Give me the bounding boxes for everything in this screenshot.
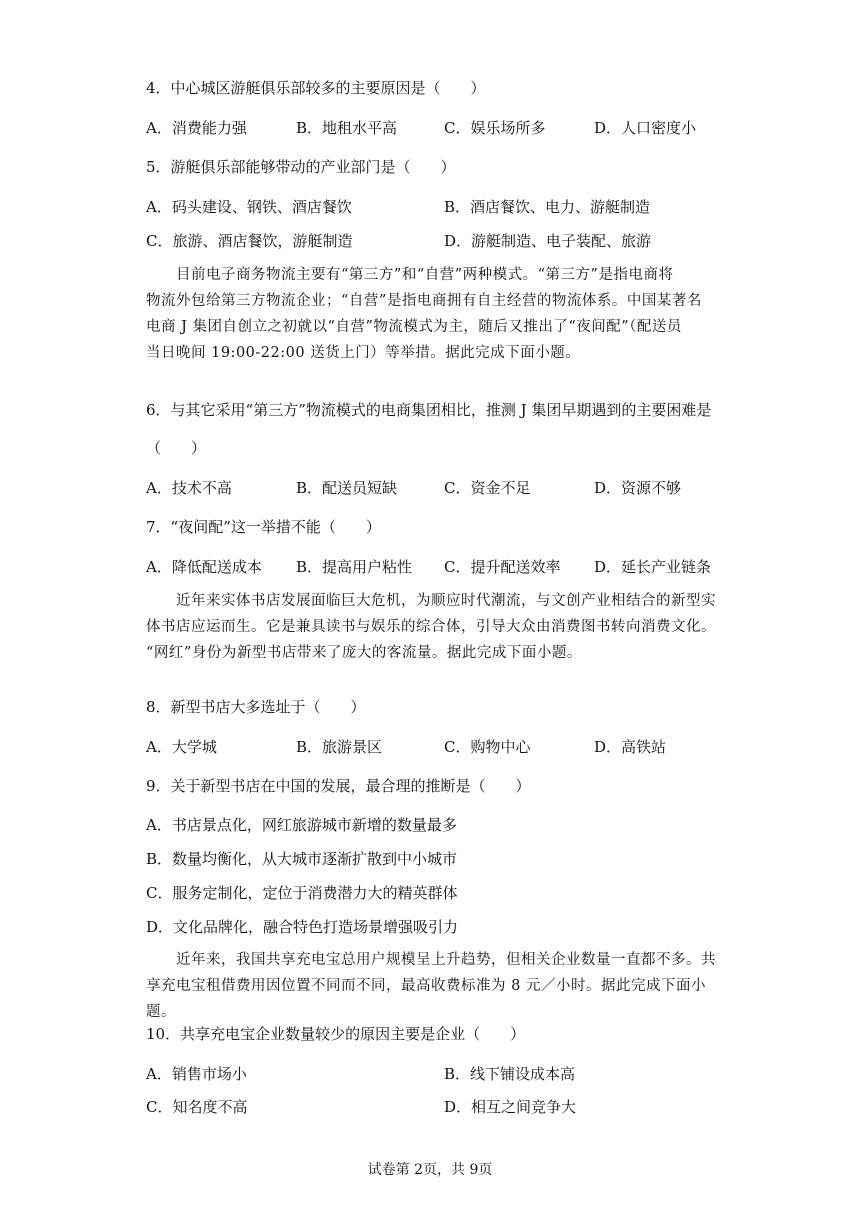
question-9-option-d: D．文化品牌化，融合特色打造场景增强吸引力 <box>146 918 459 936</box>
passage-1-line: 电商 J 集团自创立之初就以“自营”物流模式为主，随后又推出了“夜间配”（配送员 <box>146 319 682 335</box>
question-7-option-d: D．延长产业链条 <box>594 558 712 576</box>
question-9-stem: 9．关于新型书店在中国的发展，最合理的推断是（ ） <box>146 777 531 795</box>
question-7-stem: 7．“夜间配”这一举措不能（ ） <box>146 518 381 536</box>
passage-3-line: 近年来，我国共享充电宝总用户规模呈上升趋势，但相关企业数量一直都不多。共 <box>176 952 716 968</box>
question-4-option-a: A．消费能力强 <box>146 119 247 137</box>
passage-3-line: 享充电宝租借费用因位置不同而不同，最高收费标准为 8 元／小时。据此完成下面小题。 <box>146 978 706 1020</box>
question-7-option-c: C．提升配送效率 <box>444 558 561 576</box>
question-5-option-b: B．酒店餐饮、电力、游艇制造 <box>444 198 651 216</box>
question-9-option-b: B．数量均衡化，从大城市逐渐扩散到中小城市 <box>146 850 458 868</box>
passage-1-line: 目前电子商务物流主要有“第三方”和“自营”两种模式。“第三方”是指电商将 <box>176 267 674 283</box>
question-8-stem: 8．新型书店大多选址于（ ） <box>146 698 366 716</box>
passage-1-line: 物流外包给第三方物流企业；“自营”是指电商拥有自主经营的物流体系。中国某著名 <box>146 293 702 309</box>
passage-1-line: 当日晚间 19:00-22:00 送货上门）等举措。据此完成下面小题。 <box>146 345 581 361</box>
question-8-option-a: A．大学城 <box>146 738 217 756</box>
passage-2-line: 体书店应运而生。它是兼具读书与娱乐的综合体，引导大众由消费图书转向消费文化。 <box>146 619 716 635</box>
question-5-option-a: A．码头建设、钢铁、酒店餐饮 <box>146 198 352 216</box>
question-4-option-d: D．人口密度小 <box>594 119 697 137</box>
passage-1 <box>146 262 716 366</box>
question-4-option-b: B．地租水平高 <box>296 119 398 137</box>
question-10-option-a: A．销售市场小 <box>146 1065 247 1083</box>
question-6-option-b: B．配送员短缺 <box>296 479 398 497</box>
question-10-option-c: C．知名度不高 <box>146 1098 248 1116</box>
question-8-option-b: B．旅游景区 <box>296 738 383 756</box>
question-10-option-d: D．相互之间竞争大 <box>444 1098 577 1116</box>
question-6-stem: 6．与其它采用“第三方”物流模式的电商集团相比，推测 J 集团早期遇到的主要困难是 <box>146 401 712 419</box>
question-6-option-a: A．技术不高 <box>146 479 232 497</box>
question-5-option-c: C．旅游、酒店餐饮，游艇制造 <box>146 232 353 250</box>
passage-2-line: “网红”身份为新型书店带来了庞大的客流量。据此完成下面小题。 <box>146 645 582 661</box>
question-8-option-c: C．购物中心 <box>444 738 531 756</box>
question-4-option-c: C．娱乐场所多 <box>444 119 546 137</box>
question-6-option-c: C．资金不足 <box>444 479 531 497</box>
question-5-option-d: D．游艇制造、电子装配、旅游 <box>444 232 652 250</box>
question-10-stem: 10．共享充电宝企业数量较少的原因主要是企业（ ） <box>146 1025 526 1043</box>
question-6-stem-cont: （ ） <box>146 439 207 457</box>
question-6-option-d: D．资源不够 <box>594 479 682 497</box>
question-9-option-c: C．服务定制化，定位于消费潜力大的精英群体 <box>146 884 458 902</box>
passage-2 <box>146 588 716 666</box>
question-8-option-d: D．高铁站 <box>594 738 667 756</box>
question-4-stem: 4．中心城区游艇俱乐部较多的主要原因是（ ） <box>146 79 486 97</box>
question-7-option-b: B．提高用户粘性 <box>296 558 413 576</box>
page-footer: 试卷第 2页，共 9页 <box>367 1162 493 1178</box>
question-10-option-b: B．线下铺设成本高 <box>444 1065 576 1083</box>
passage-3 <box>146 947 716 1025</box>
question-5-stem: 5．游艇俱乐部能够带动的产业部门是（ ） <box>146 158 456 176</box>
question-9-option-a: A．书店景点化，网红旅游城市新增的数量最多 <box>146 816 457 834</box>
question-7-option-a: A．降低配送成本 <box>146 558 262 576</box>
passage-2-line: 近年来实体书店发展面临巨大危机，为顺应时代潮流，与文创产业相结合的新型实 <box>176 593 716 609</box>
